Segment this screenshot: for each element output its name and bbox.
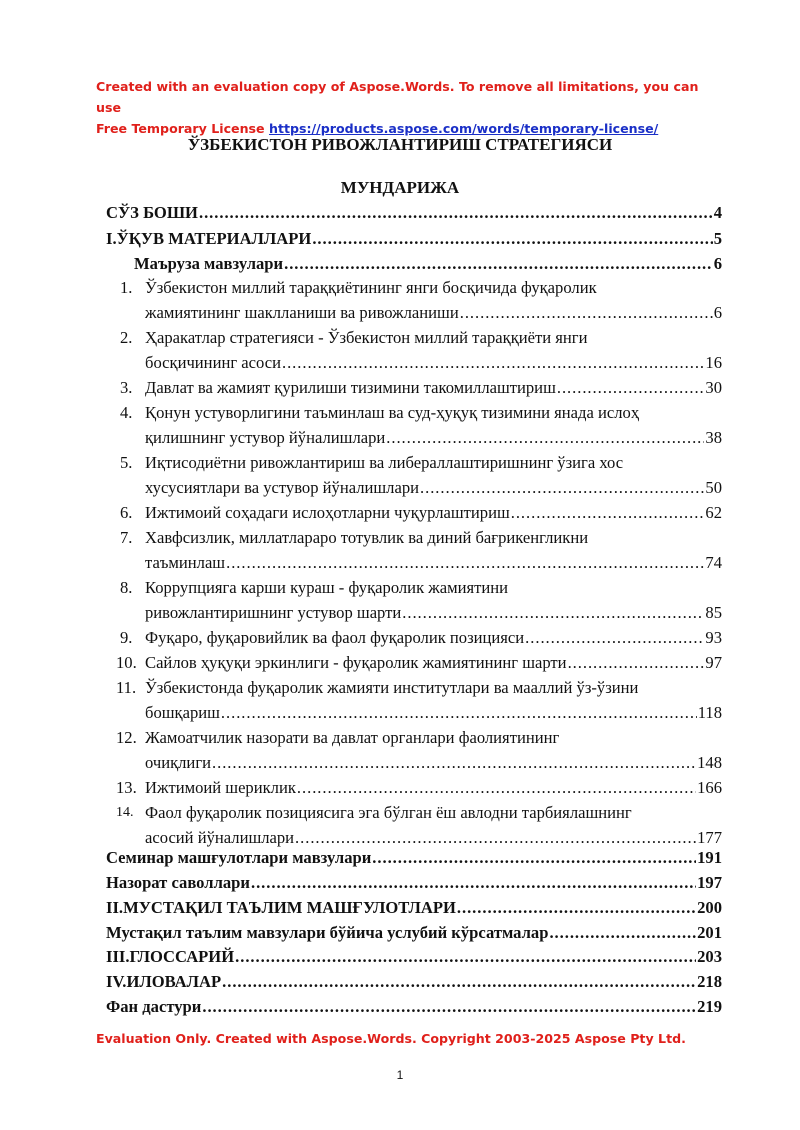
toc-entry-text: III.ГЛОССАРИЙ [106, 947, 235, 966]
toc-entry-page: 118 [697, 703, 722, 722]
toc-entry-lecture[interactable] [145, 827, 722, 849]
toc-item-text: Фаол фуқаролик позициясига эга бўлган ёш авлодни тарбиялашнинг [145, 803, 632, 822]
toc-entry-page: 30 [705, 378, 722, 397]
toc-entry-text: очиқлиги [145, 753, 212, 772]
toc-entry-main[interactable] [106, 897, 722, 919]
toc-entry-text: СЎЗ БОШИ [106, 203, 198, 222]
toc-entry-lecture[interactable] [145, 477, 722, 499]
document-title: ЎЗБЕКИСТОН РИВОЖЛАНТИРИШ СТРАТЕГИЯСИ [187, 135, 613, 154]
toc-item-number: 12. [116, 728, 137, 747]
toc-entry-page: 148 [697, 753, 722, 772]
toc-item-text: Хавфсизлик, миллатлараро тотувлик ва диний бағрикенгликни [145, 528, 589, 547]
toc-entry-page: 177 [697, 828, 722, 847]
toc-leader-dots [221, 702, 697, 724]
toc-leader-dots [202, 996, 696, 1018]
toc-leader-dots [284, 253, 713, 275]
toc-leader-dots [297, 777, 696, 799]
toc-entry-lecture[interactable] [145, 652, 722, 674]
toc-entry-main[interactable] [106, 996, 722, 1018]
toc-entry-main[interactable] [106, 202, 722, 224]
toc-item-number: 5. [120, 453, 133, 472]
toc-entry-page: 201 [697, 923, 722, 942]
toc-item-text: Ҳаракатлар стратегияси - Ўзбекистон миллий тараққиёти янги [145, 328, 588, 347]
toc-item-number: 11. [116, 678, 137, 697]
toc-item-text: Ўзбекистон миллий тараққиётининг янги босқичида фуқаролик [145, 278, 597, 297]
toc-entry-page: 5 [713, 229, 722, 248]
toc-heading: МУНДАРИЖА [340, 178, 460, 197]
toc-entry-main[interactable] [106, 228, 722, 250]
toc-entry-main[interactable] [106, 872, 722, 894]
toc-entry-page: 74 [705, 553, 722, 572]
toc-item-text: Коррупцияга карши кураш - фуқаролик жамиятини [145, 578, 509, 597]
toc-entry-lecture[interactable] [145, 627, 722, 649]
toc-leader-dots [226, 552, 704, 574]
toc-entry-text: Ижтимоий соҳадаги ислоҳотларни чуқурлаштириш [145, 503, 510, 522]
toc-item-number: 10. [116, 653, 137, 672]
toc-leader-dots [212, 752, 696, 774]
toc-leader-dots [199, 202, 713, 224]
toc-leader-dots [420, 477, 704, 499]
toc-entry-page: 97 [705, 653, 722, 672]
toc-entry-page: 16 [705, 353, 722, 372]
toc-entry-lecture[interactable] [145, 302, 722, 324]
toc-leader-dots [386, 427, 704, 449]
toc-entry-page: 6 [713, 303, 722, 322]
toc-entry-page: 219 [697, 997, 722, 1016]
toc-entry-page: 218 [697, 972, 722, 991]
toc-entry-text: ривожлантиришнинг устувор шарти [145, 603, 402, 622]
toc-entry-main[interactable] [134, 253, 722, 275]
toc-entry-page: 93 [705, 628, 722, 647]
toc-leader-dots [568, 652, 705, 674]
toc-entry-lecture[interactable] [145, 702, 722, 724]
evaluation-notice-top [96, 76, 716, 139]
toc-item-number: 4. [120, 403, 133, 422]
toc-entry-text: IV.ИЛОВАЛАР [106, 972, 222, 991]
evaluation-notice-line1: Created with an evaluation copy of Aspose.Words. To remove all limitations, you can use [96, 79, 699, 115]
toc-item-number: 13. [116, 778, 137, 797]
toc-leader-dots [460, 302, 713, 324]
toc-item-text: Қонун устуворлигини таъминлаш ва суд-ҳуқуқ тизимини янада ислоҳ [145, 403, 640, 422]
toc-entry-text: Ижтимоий шериклик [145, 778, 296, 797]
toc-entry-lecture[interactable] [145, 352, 722, 374]
toc-entry-page: 6 [713, 254, 722, 273]
toc-entry-page: 62 [705, 503, 722, 522]
toc-leader-dots [282, 352, 704, 374]
toc-entry-main[interactable] [106, 847, 722, 869]
toc-leader-dots [511, 502, 705, 524]
toc-entry-text: Мустақил таълим мавзулари бўйича услубий кўрсатмалар [106, 923, 549, 942]
toc-leader-dots [525, 627, 704, 649]
toc-entry-text: Назорат саволлари [106, 873, 250, 892]
toc-entry-text: хусусиятлари ва устувор йўналишлари [145, 478, 420, 497]
toc-entry-lecture[interactable] [145, 427, 722, 449]
toc-leader-dots [312, 228, 712, 250]
toc-item-text: Жамоатчилик назорати ва давлат органлари фаолиятининг [145, 728, 560, 747]
toc-entry-text: Семинар машғулотлари мавзулари [106, 848, 372, 867]
toc-item-number: 8. [120, 578, 133, 597]
toc-entry-page: 203 [697, 947, 722, 966]
toc-leader-dots [372, 847, 696, 869]
toc-item-number: 1. [120, 278, 133, 297]
page-number: 1 [396, 1068, 404, 1082]
toc-entry-main[interactable] [106, 971, 722, 993]
toc-leader-dots [549, 922, 696, 944]
toc-entry-text: Давлат ва жамият қурилиши тизимини такомиллаштириш [145, 378, 556, 397]
toc-entry-page: 191 [697, 848, 722, 867]
toc-entry-page: 4 [713, 203, 722, 222]
toc-entry-text: босқичининг асоси [145, 353, 281, 372]
toc-entry-main[interactable] [106, 946, 722, 968]
toc-entry-text: Фуқаро, фуқаровийлик ва фаол фуқаролик позицияси [145, 628, 525, 647]
toc-leader-dots [402, 602, 704, 624]
temporary-license-link[interactable]: https://products.aspose.com/words/temporary-license/ [268, 121, 659, 136]
toc-entry-main[interactable] [106, 922, 722, 944]
toc-leader-dots [457, 897, 696, 919]
toc-entry-lecture[interactable] [145, 777, 722, 799]
toc-entry-lecture[interactable] [145, 752, 722, 774]
toc-entry-text: II.МУСТАҚИЛ ТАЪЛИМ МАШҒУЛОТЛАРИ [106, 898, 456, 917]
toc-item-number: 3. [120, 378, 133, 397]
toc-entry-lecture[interactable] [145, 502, 722, 524]
toc-entry-lecture[interactable] [145, 552, 722, 574]
toc-entry-text: Фан дастури [106, 997, 202, 1016]
toc-entry-text: жамиятининг шаклланиши ва ривожланиши [145, 303, 459, 322]
toc-entry-page: 200 [697, 898, 722, 917]
toc-entry-page: 50 [705, 478, 722, 497]
toc-item-number: 7. [120, 528, 133, 547]
toc-entry-lecture[interactable] [145, 602, 722, 624]
toc-leader-dots [251, 872, 696, 894]
toc-item-text: Ўзбекистонда фуқаролик жамияти институтлари ва мааллий ўз-ўзини [145, 678, 639, 697]
toc-entry-page: 85 [705, 603, 722, 622]
toc-entry-text: асосий йўналишлари [145, 828, 295, 847]
toc-item-number: 14. [116, 805, 134, 820]
toc-entry-text: Маъруза мавзулари [134, 254, 284, 273]
toc-entry-page: 38 [705, 428, 722, 447]
toc-entry-page: 166 [697, 778, 722, 797]
toc-entry-text: қилишнинг устувор йўналишлари [145, 428, 386, 447]
toc-entry-lecture[interactable] [145, 377, 722, 399]
toc-leader-dots [235, 946, 696, 968]
toc-leader-dots [295, 827, 696, 849]
toc-item-text: Иқтисодиётни ривожлантириш ва либераллаштиришнинг ўзига хос [145, 453, 624, 472]
toc-item-number: 2. [120, 328, 133, 347]
evaluation-notice-bottom: Evaluation Only. Created with Aspose.Words. Copyright 2003-2025 Aspose Pty Ltd. [96, 1031, 686, 1046]
toc-entry-text: таъминлаш [145, 553, 226, 572]
toc-entry-text: I.ЎҚУВ МАТЕРИАЛЛАРИ [106, 229, 312, 248]
toc-entry-page: 197 [697, 873, 722, 892]
toc-entry-text: бошқариш [145, 703, 220, 722]
toc-leader-dots [222, 971, 696, 993]
toc-item-number: 9. [120, 628, 133, 647]
toc-entry-text: Сайлов ҳуқуқи эркинлиги - фуқаролик жамиятининг шарти [145, 653, 567, 672]
toc-item-number: 6. [120, 503, 133, 522]
toc-leader-dots [557, 377, 705, 399]
temporary-license-label: Free Temporary License [96, 121, 269, 136]
